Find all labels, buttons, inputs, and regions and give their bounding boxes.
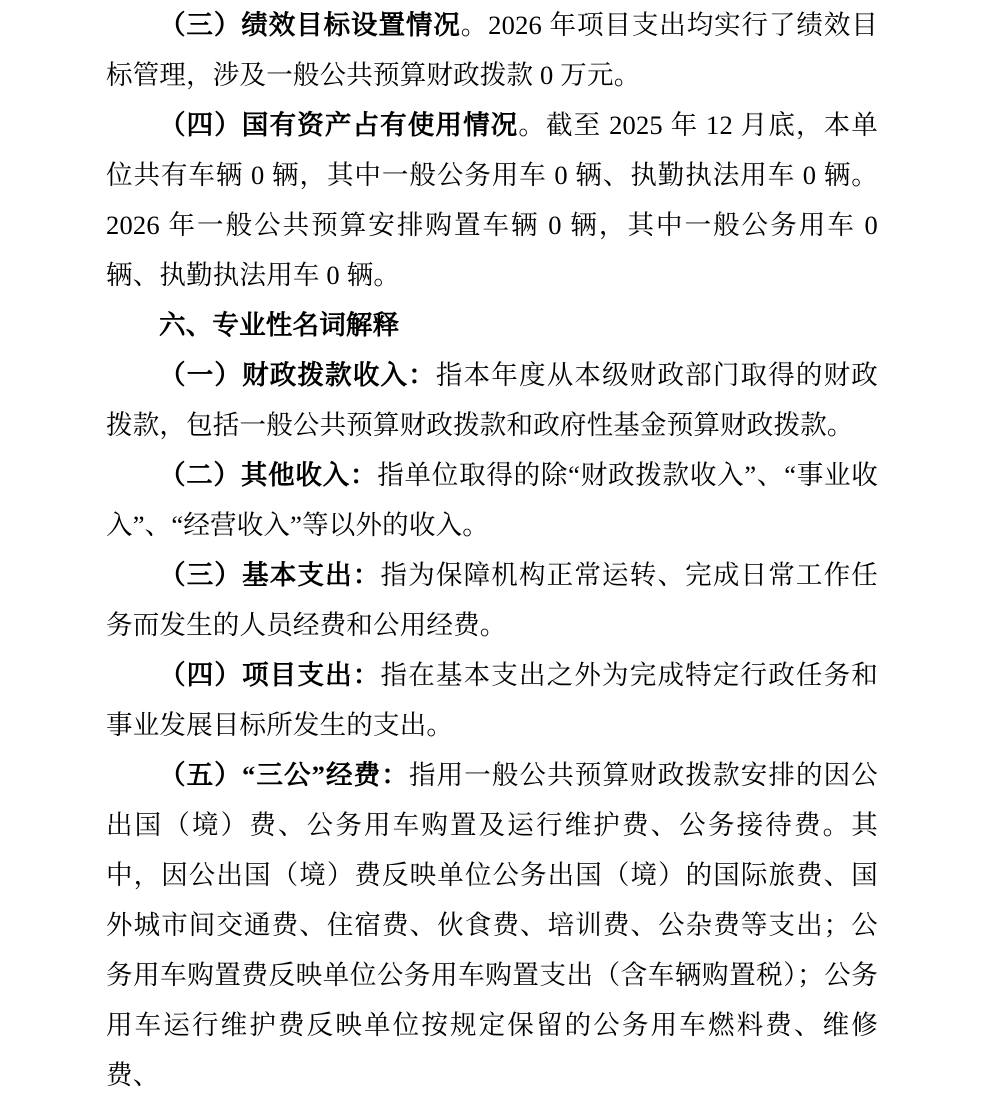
paragraph-term-other-income xyxy=(106,450,878,550)
paragraph-text-performance-target-setting: 。2026 年项目支出均实行了绩效目标管理，涉及一般公共预算财政拨款 0 万元。 xyxy=(106,10,878,90)
term-text-project-expenditure: 指在基本支出之外为完成特定行政任务和事业发展目标所发生的支出。 xyxy=(106,660,878,740)
term-text-fiscal-appropriation-income: 指本年度从本级财政部门取得的财政拨款，包括一般公共预算财政拨款和政府性基金预算财政拨款。 xyxy=(106,360,878,440)
paragraph-term-project-expenditure xyxy=(106,650,878,750)
paragraph-term-basic-expenditure xyxy=(106,550,878,650)
term-lead-other-income: （二）其他收入： xyxy=(159,460,378,490)
term-lead-three-public-funds: （五）“三公”经费： xyxy=(159,760,409,790)
paragraph-term-fiscal-appropriation-income xyxy=(106,350,878,450)
section-heading-terminology: 六、专业性名词解释 xyxy=(159,310,400,340)
paragraph-state-owned-assets xyxy=(106,100,878,300)
paragraph-text-state-owned-assets: 。截至 2025 年 12 月底，本单位共有车辆 0 辆，其中一般公务用车 0 辆、执勤执法用车 0 辆。2026 年一般公共预算安排购置车辆 0 辆，其中一般公务用车 0 辆、执勤执法用车 0 辆。 xyxy=(106,110,878,290)
term-text-three-public-funds: 指用一般公共预算财政拨款安排的因公出国（境）费、公务用车购置及运行维护费、公务接待费。其中，因公出国（境）费反映单位公务出国（境）的国际旅费、国外城市间交通费、住宿费、伙食费、培训费、公杂费等支出；公务用车购置费反映单位公务用车购置支出（含车辆购置税）；公务用车运行维护费反映单位按规定保留的公务用车燃料费、维修费、 xyxy=(106,760,879,1090)
paragraph-lead-state-owned-assets: （四）国有资产占有使用情况 xyxy=(159,110,519,140)
paragraph-lead-performance-target-setting: （三）绩效目标设置情况 xyxy=(159,10,461,40)
paragraph-term-three-public-funds xyxy=(106,750,878,1100)
term-text-other-income: 指单位取得的除“财政拨款收入”、“事业收入”、“经营收入”等以外的收入。 xyxy=(106,460,878,540)
paragraph-performance-target-setting xyxy=(106,0,878,100)
document-page xyxy=(106,0,878,1100)
term-lead-basic-expenditure: （三）基本支出： xyxy=(159,560,381,590)
term-lead-fiscal-appropriation-income: （一）财政拨款收入： xyxy=(159,360,436,390)
term-lead-project-expenditure: （四）项目支出： xyxy=(159,660,381,690)
term-text-basic-expenditure: 指为保障机构正常运转、完成日常工作任务而发生的人员经费和公用经费。 xyxy=(106,560,878,640)
